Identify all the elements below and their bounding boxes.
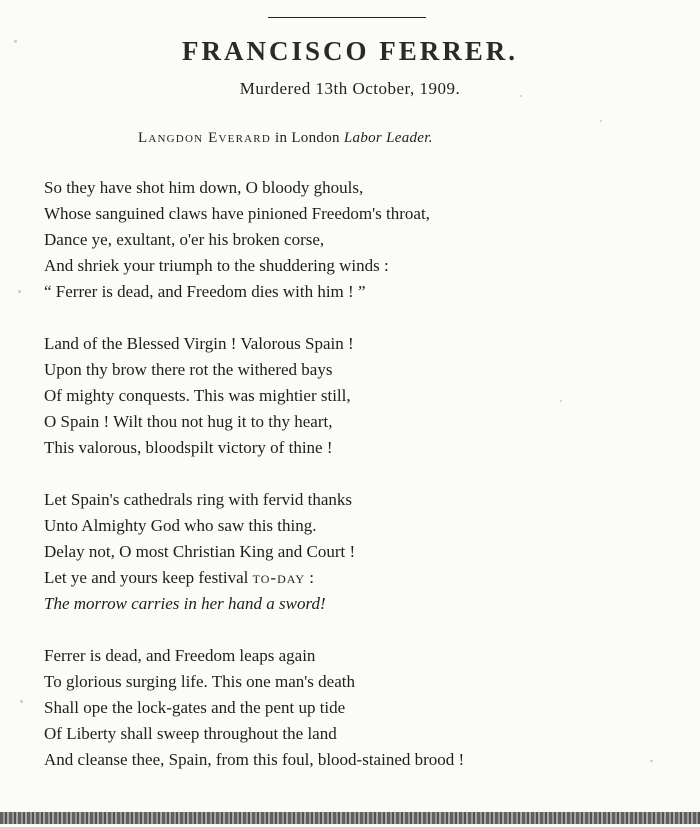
poem-line (44, 565, 664, 591)
byline-middle: in London (275, 130, 340, 146)
print-speck (20, 700, 23, 703)
stanza-2 (44, 331, 664, 461)
poem-line: Ferrer is dead, and Freedom leaps again (44, 646, 316, 665)
poem-line-emphasis: to-day (252, 568, 305, 587)
byline-author: Langdon Everard (138, 130, 271, 146)
stanza-1 (44, 175, 664, 305)
poem-line: Land of the Blessed Virgin ! Valorous Spain ! (44, 334, 354, 353)
byline (138, 130, 433, 147)
stanza-4 (44, 643, 664, 773)
print-speck (14, 40, 17, 43)
poem-line: To glorious surging life. This one man's death (44, 672, 355, 691)
poem-line: And shriek your triumph to the shuddering winds : (44, 256, 389, 275)
byline-source: Labor Leader. (343, 130, 433, 146)
print-speck (650, 760, 653, 762)
poem-subtitle: Murdered 13th October, 1909. (239, 79, 461, 98)
print-speck (560, 400, 562, 402)
poem-line: And cleanse thee, Spain, from this foul, blood-stained brood ! (44, 750, 465, 769)
poem-line: Upon thy brow there rot the withered bays (44, 360, 333, 379)
top-rule (268, 17, 426, 18)
poem-line: Whose sanguined claws have pinioned Freedom's throat, (44, 204, 430, 223)
poem-line-start: Let ye and yours keep festival (44, 568, 253, 587)
print-speck (18, 290, 21, 293)
poem-line-end: : (305, 568, 314, 587)
poem-line: Let Spain's cathedrals ring with fervid thanks (44, 490, 353, 509)
print-speck (520, 95, 522, 97)
poem-title: FRANCISCO FERRER. (181, 36, 519, 66)
poem-line: Delay not, O most Christian King and Court ! (44, 542, 356, 561)
print-speck (600, 120, 602, 122)
poem-line: “ Ferrer is dead, and Freedom dies with him ! ” (44, 282, 366, 301)
poem-line: Of Liberty shall sweep throughout the land (44, 724, 337, 743)
poem-line: So they have shot him down, O bloody ghouls, (44, 178, 364, 197)
bottom-border (0, 812, 700, 824)
poem-body (44, 175, 664, 799)
poem-line: Shall ope the lock-gates and the pent up tide (44, 698, 346, 717)
poem-line: This valorous, bloodspilt victory of thine ! (44, 438, 333, 457)
poem-line: O Spain ! Wilt thou not hug it to thy heart, (44, 412, 333, 431)
poem-line: Dance ye, exultant, o'er his broken corse, (44, 230, 325, 249)
poem-line-italic: The morrow carries in her hand a sword! (44, 594, 326, 613)
poem-line: Unto Almighty God who saw this thing. (44, 516, 317, 535)
stanza-3 (44, 487, 664, 617)
poem-line: Of mighty conquests. This was mightier still, (44, 386, 351, 405)
